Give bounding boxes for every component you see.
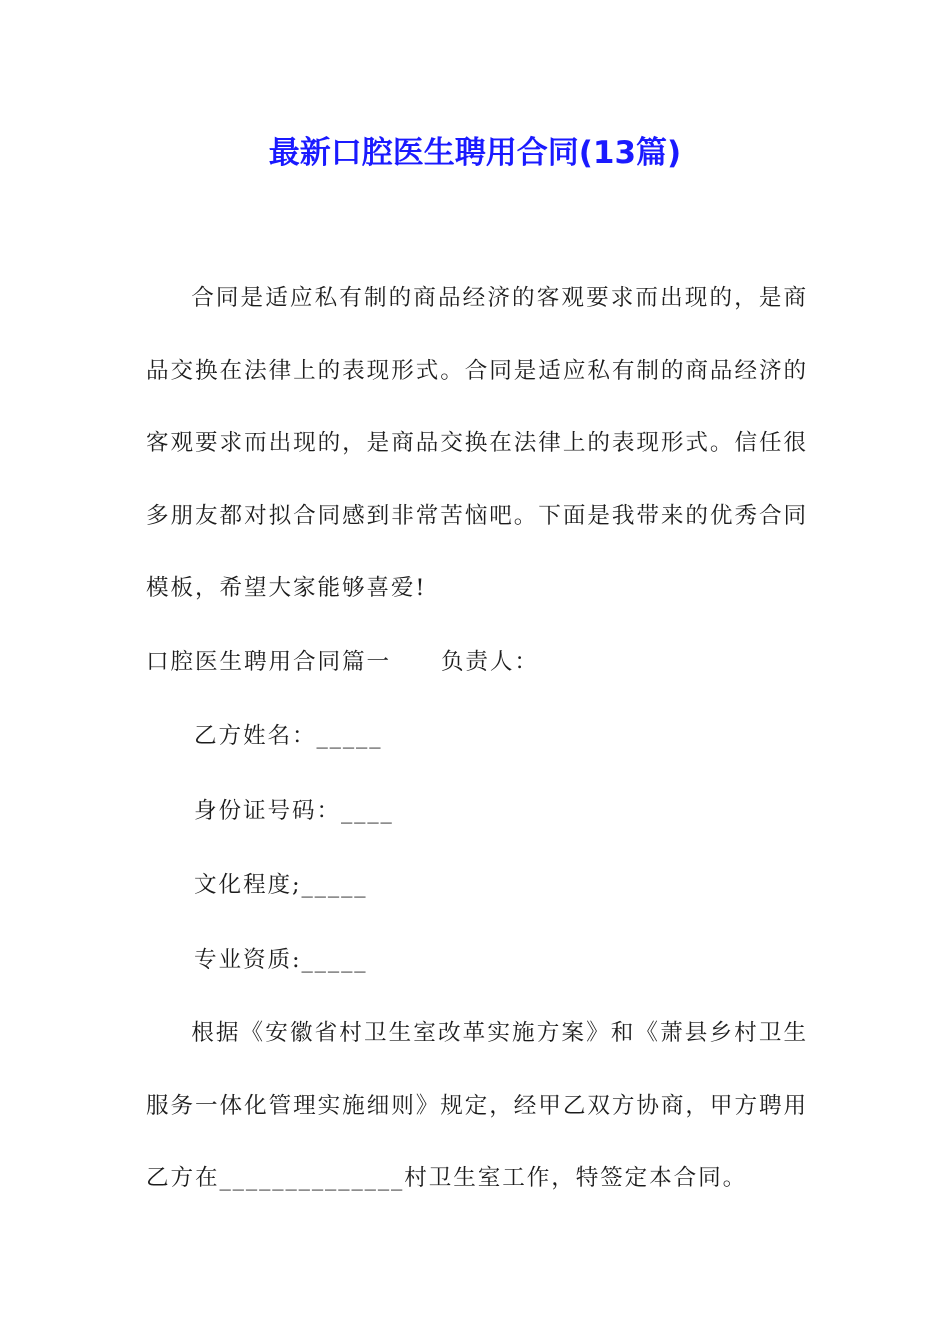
intro-paragraph: 合同是适应私有制的商品经济的客观要求而出现的，是商品交换在法律上的表现形式。合同是适应私有制的商品经济的客观要求而出现的，是商品交换在法律上的表现形式。信任很多朋友都对拟合同感到非常苦恼吧。下面是我带来的优秀合同模板，希望大家能够喜爱!	[146, 285, 808, 601]
clause-paragraph: 根据《安徽省村卫生室改革实施方案》和《萧县乡村卫生服务一体化管理实施细则》规定，经甲乙双方协商，甲方聘用乙方在______________村卫生室工作，特签定本合同。	[146, 1020, 808, 1191]
section-heading: 口腔医生聘用合同篇一	[146, 648, 391, 675]
field-qualification: 专业资质:_____	[194, 946, 368, 973]
section-heading-line	[146, 625, 808, 700]
field-education: 文化程度;_____	[194, 872, 368, 898]
field-id-number: 身份证号码：____	[194, 797, 394, 824]
document-body	[146, 262, 808, 1215]
field-party-b-name: 乙方姓名：_____	[194, 723, 383, 749]
document-title: 最新口腔医生聘用合同(13篇)	[268, 135, 682, 171]
responsible-label: 负责人：	[440, 648, 539, 675]
